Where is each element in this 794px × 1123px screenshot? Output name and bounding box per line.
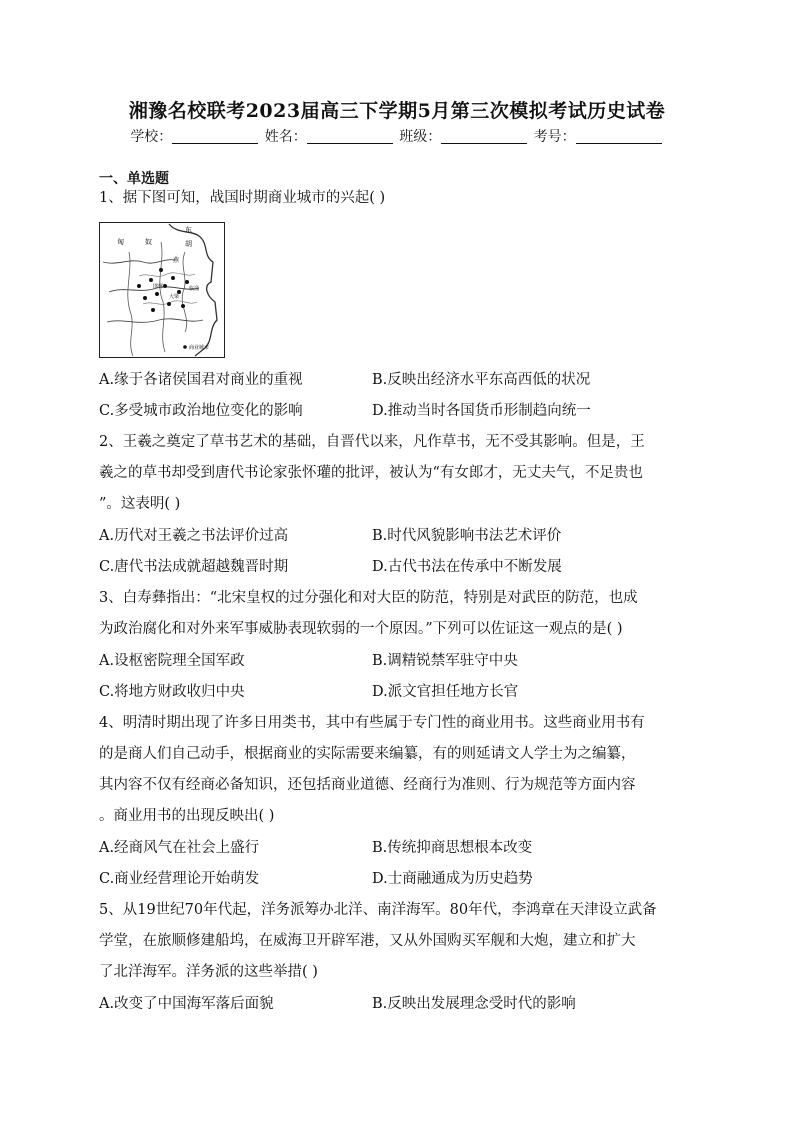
question-3-line-2: 为政治腐化和对外来军事威胁表现软弱的一个原因。”下列可以佐证这一观点的是( ) — [99, 621, 623, 637]
q5-option-b[interactable]: B.反映出发展理念受时代的影响 — [372, 996, 576, 1012]
map-label-hu: 胡 — [185, 240, 192, 248]
map-label-linzi: 临淄 — [189, 286, 200, 292]
q5-option-a[interactable]: A.改变了中国海军落后面貌 — [99, 996, 274, 1012]
question-3 — [99, 583, 699, 645]
question-1-line-1: 1、据下图可知，战国时期商业城市的兴起( ) — [99, 190, 386, 206]
section-heading: 一、单选题 — [99, 171, 169, 187]
q3-option-d[interactable]: D.派文官担任地方长官 — [372, 684, 519, 700]
map-legend-label: 商业城市 — [189, 345, 210, 351]
q1-option-d[interactable]: D.推动当时各国货币形制趋向统一 — [372, 403, 591, 419]
q1-option-b[interactable]: B.反映出经济水平东高西低的状况 — [372, 372, 591, 388]
name-label: 姓名： — [264, 129, 307, 145]
question-5-line-2: 学堂，在旅顺修建船坞，在威海卫开辟军港，又从外国购买军舰和大炮，建立和扩大 — [99, 933, 636, 949]
q4-option-b[interactable]: B.传统抑商思想根本改变 — [372, 840, 533, 856]
exam-number-blank[interactable] — [576, 129, 662, 144]
q1-option-a[interactable]: A.缘于各诸侯国君对商业的重视 — [99, 372, 303, 388]
question-2-line-2: 羲之的草书却受到唐代书论家张怀瓘的批评，被认为“有女郎才，无丈夫气，不足贵也 — [99, 465, 643, 481]
q4-option-d[interactable]: D.士商融通成为历史趋势 — [372, 871, 533, 887]
student-info-line — [0, 126, 794, 146]
q1-option-c[interactable]: C.多受城市政治地位变化的影响 — [99, 403, 303, 419]
q3-option-c[interactable]: C.将地方财政收归中央 — [99, 684, 245, 700]
question-2-line-3: ”。这表明( ) — [99, 496, 181, 512]
q2-option-a[interactable]: A.历代对王羲之书法评价过高 — [99, 528, 289, 544]
question-5-line-3: 了北洋海军。洋务派的这些举措( ) — [99, 964, 318, 980]
question-1 — [99, 183, 699, 214]
question-4-line-1: 4、明清时期出现了许多日用类书，其中有些属于专门性的商业用书。这些商业用书有 — [99, 715, 645, 731]
q2-option-b[interactable]: B.时代风貌影响书法艺术评价 — [372, 528, 562, 544]
question-4-line-2: 的是商人们自己动手，根据商业的实际需要来编纂，有的则延请文人学士为之编纂， — [99, 746, 636, 762]
name-blank[interactable] — [307, 129, 393, 144]
question-4-line-3: 其内容不仅有经商必备知识，还包括商业道德、经商行为准则、行为规范等方面内容 — [99, 777, 636, 793]
question-2 — [99, 427, 699, 520]
question-3-line-1: 3、白寿彝指出：“北宋皇权的过分强化和对大臣的防范，特别是对武臣的防范，也成 — [99, 590, 638, 606]
class-blank[interactable] — [441, 129, 527, 144]
q4-option-c[interactable]: C.商业经营理论开始萌发 — [99, 871, 260, 887]
q2-option-d[interactable]: D.古代书法在传承中不断发展 — [372, 559, 562, 575]
school-blank[interactable] — [172, 129, 258, 144]
question-5-line-1: 5、从19世纪70年代起，洋务派筹办北洋、南洋海军。80年代，李鸿章在天津设立武备 — [99, 902, 657, 918]
map-label-yan: 燕 — [173, 257, 180, 264]
question-4 — [99, 708, 699, 832]
exam-number-label: 考号： — [533, 129, 576, 145]
class-label: 班级： — [399, 129, 442, 145]
warring-states-map — [99, 222, 225, 358]
map-label-handan: 邯郸 — [153, 284, 164, 290]
map-label-xiong: 匈 — [117, 238, 124, 246]
question-4-line-4: 。商业用书的出现反映出( ) — [99, 808, 275, 824]
q2-option-c[interactable]: C.唐代书法成就超越魏晋时期 — [99, 559, 289, 575]
question-5 — [99, 895, 699, 988]
question-2-line-1: 2、王羲之奠定了草书艺术的基础，自晋代以来，凡作草书，无不受其影响。但是，王 — [99, 434, 645, 450]
q3-option-b[interactable]: B.调精锐禁军驻守中央 — [372, 653, 518, 669]
map-label-nu: 奴 — [145, 238, 152, 246]
map-label-daliang: 大梁 — [169, 294, 180, 300]
exam-title: 湘豫名校联考2023届高三下学期5月第三次模拟考试历史试卷 — [128, 100, 666, 122]
q4-option-a[interactable]: A.经商风气在社会上盛行 — [99, 840, 260, 856]
school-label: 学校： — [130, 129, 173, 145]
map-label-dong: 东 — [185, 226, 192, 234]
q3-option-a[interactable]: A.设枢密院理全国军政 — [99, 653, 245, 669]
